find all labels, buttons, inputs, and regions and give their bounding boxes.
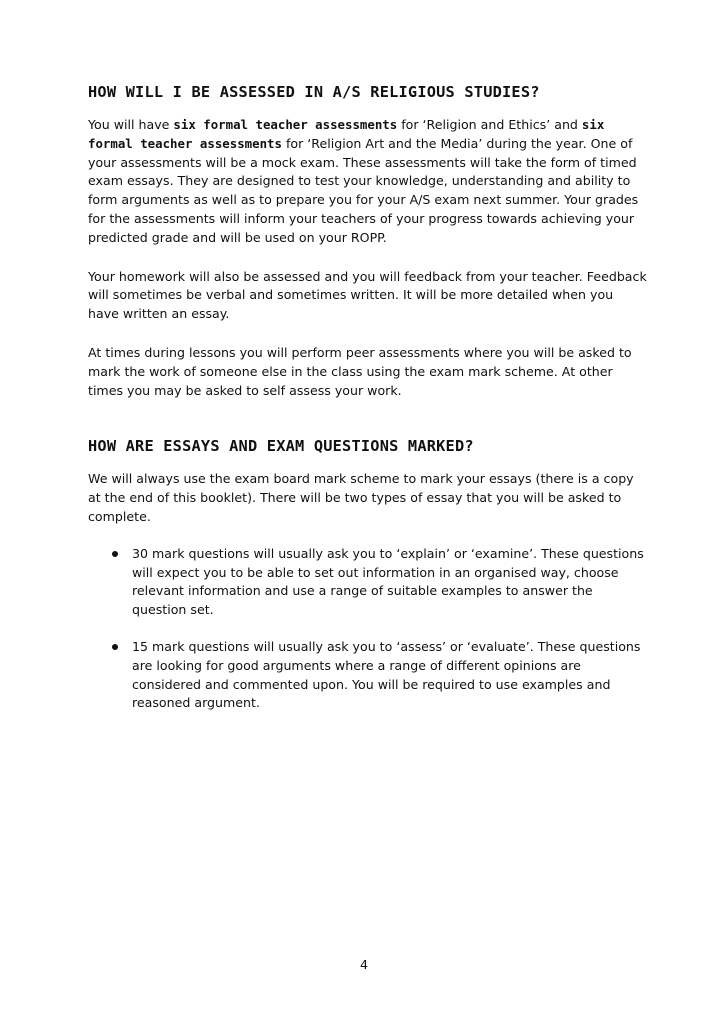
p1-text-a: You will have [88, 117, 174, 132]
p1-bold-term-1: six formal teacher assessments [173, 117, 398, 132]
assessment-paragraph-2: Your homework will also be assessed and you will feedback from your teacher. Feedback will sometimes be verbal and sometimes written. It will be more detailed when you have written an essay. [88, 268, 647, 322]
assessment-paragraph-1 [88, 116, 648, 248]
p1-text-e: for ‘Religion Art and the Media’ during the year. One of your assessments will be a mock exam. These assessments will take the form of timed exam essays. They are designed to test your knowledge, understanding and ability to form arguments as well as to prepare you for your A/S exam next summer. Your grades for the assessments will inform your teachers of your progress towards achieving your predicted grade and will be used on your ROPP. [88, 135, 639, 245]
question-type-list [88, 545, 648, 713]
section-heading-marking: HOW ARE ESSAYS AND EXAM QUESTIONS MARKED? [88, 437, 474, 456]
section-heading-assessment: HOW WILL I BE ASSESSED IN A/S RELIGIOUS STUDIES? [88, 83, 540, 101]
list-item [88, 545, 648, 620]
assessment-paragraph-3: At times during lessons you will perform peer assessments where you will be asked to mark the work of someone else in the class using the exam mark scheme. At other times you may be asked to self assess your work. [88, 344, 632, 398]
list-item [88, 638, 648, 713]
list-item-text: 30 mark questions will usually ask you to ‘explain’ or ‘examine’. These questions will expect you to be able to set out information in an organised way, choose relevant information and use a range of suitable examples to answer the question set. [132, 545, 644, 618]
list-item-text: 15 mark questions will usually ask you to ‘assess’ or ‘evaluate’. These questions are looking for good arguments where a range of different opinions are considered and commented upon. You will be required to use examples and reasoned argument. [132, 638, 641, 711]
bullet-icon [112, 551, 118, 557]
page-content [88, 82, 648, 713]
p1-text-c: for ‘Religion and Ethics’ and [397, 117, 582, 132]
p1-bold-term-2: six formal teacher assessments [88, 117, 605, 151]
page-number: 4 [359, 957, 368, 972]
marking-intro-paragraph: We will always use the exam board mark scheme to mark your essays (there is a copy at the end of this booklet). There will be two types of essay that you will be asked to complete. [88, 471, 634, 524]
bullet-icon [112, 644, 118, 650]
